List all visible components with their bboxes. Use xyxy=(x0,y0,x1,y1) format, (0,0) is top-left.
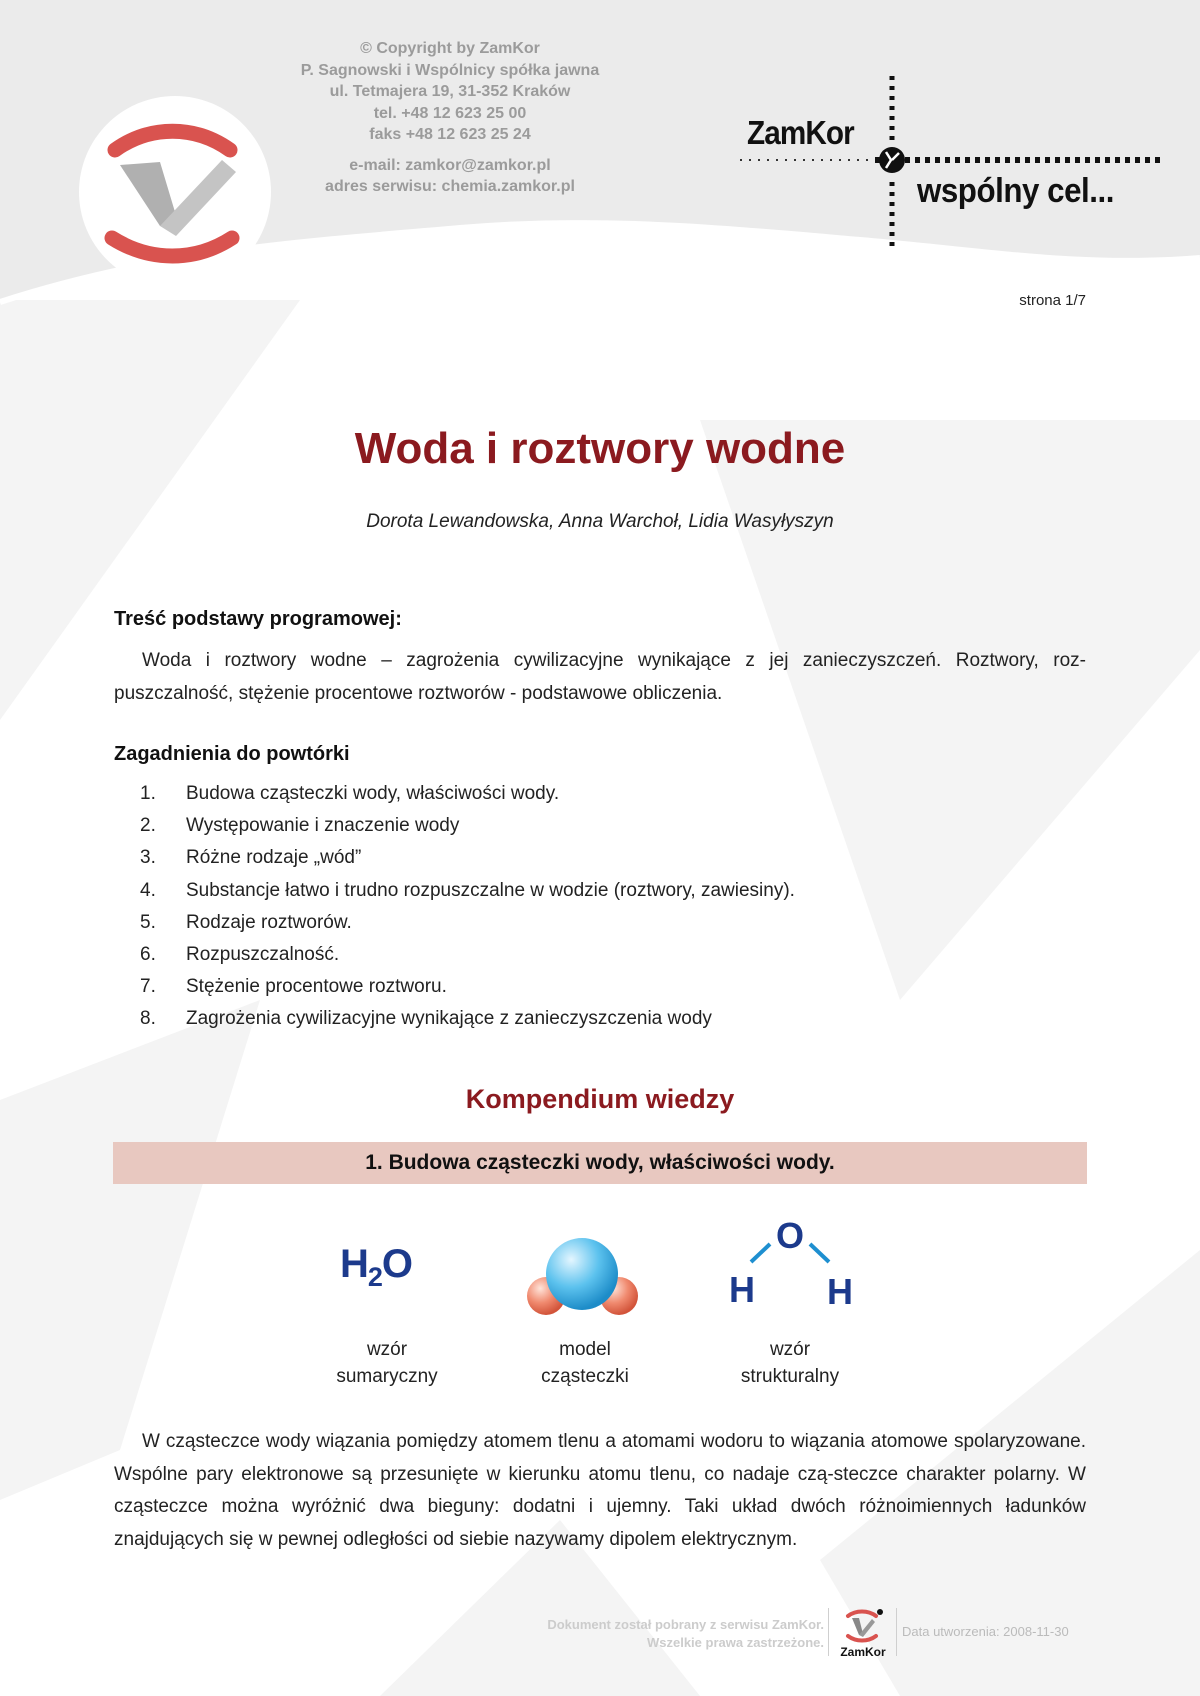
caption-model: model cząsteczki xyxy=(541,1339,629,1387)
email-link[interactable]: e-mail: zamkor@zamkor.pl xyxy=(349,156,551,174)
svg-text:O: O xyxy=(775,1218,805,1256)
svg-text:H: H xyxy=(729,1269,755,1310)
svg-text:H: H xyxy=(827,1271,853,1312)
footer-logo-icon xyxy=(832,1604,894,1660)
compendium-title: Kompendium wiedzy xyxy=(465,1084,735,1114)
footer xyxy=(500,1600,1100,1660)
molecule-model-icon xyxy=(525,1228,640,1328)
fax-line: faks +48 12 623 25 24 xyxy=(369,126,531,143)
brand-logo xyxy=(735,70,1175,250)
formula-h2o: $H_2O$ xyxy=(340,1242,413,1292)
caption-formula: wzór sumaryczny xyxy=(336,1339,438,1387)
phone-line: tel. +48 12 623 25 00 xyxy=(373,104,527,122)
caption-structural: wzór strukturalny xyxy=(740,1339,840,1387)
list-item: 6. Rozpuszczalność. xyxy=(140,944,340,966)
list-item: 3. Różne rodzaje „wód” xyxy=(140,847,362,869)
program-text: Woda i roztwory wodne – zagrożenia cywilizacyjne wynikające z jej zanieczyszczeń. Roztwory, roz-puszczalność, stężenie procentowe roztworów - podstawowe obliczenia. xyxy=(114,650,1086,704)
section-band-heading: 1. Budowa cząsteczki wody, właściwości wody. xyxy=(365,1151,835,1174)
section-band xyxy=(113,1142,1087,1184)
list-item: 8. Zagrożenia cywilizacyjne wynikające z zanieczyszczenia wody xyxy=(140,1008,712,1030)
structural-formula xyxy=(720,1218,860,1318)
address-line: ul. Tetmajera 19, 31-352 Kraków xyxy=(329,83,571,100)
page-number: strona 1/7 xyxy=(1019,292,1086,309)
creation-date: Data utworzenia: 2008-11-30 xyxy=(902,1624,1069,1639)
brand-tagline: wspólny cel... xyxy=(917,172,1114,210)
brand-name: ZamKor xyxy=(747,114,854,151)
company-line: P. Sagnowski i Wspólnicy spółka jawna xyxy=(300,61,600,79)
website-link[interactable]: adres serwisu: chemia.zamkor.pl xyxy=(325,178,575,195)
document-title: Woda i roztwory wodne xyxy=(354,424,846,473)
authors: Dorota Lewandowska, Anna Warchoł, Lidia Wasyłyszyn xyxy=(366,511,834,532)
svg-text:ZamKor: ZamKor xyxy=(840,1645,886,1659)
list-item: 1. Budowa cząsteczki wody, właściwości wody. xyxy=(140,783,560,804)
list-item: 4. Substancje łatwo i trudno rozpuszczalne w wodzie (roztwory, zawiesiny). xyxy=(140,879,795,901)
contact-block xyxy=(240,38,660,198)
list-item: 2. Występowanie i znaczenie wody xyxy=(140,815,460,837)
footer-notice: Dokument został pobrany z serwisu ZamKor. Wszelkie prawa zastrzeżone. xyxy=(547,1617,824,1650)
body-paragraph: W cząsteczce wody wiązania pomiędzy atomem tlenu a atomami wodoru to wiązania atomowe spolaryzowane. Wspólne pary elektronowe są przesunięte w kierunku atomu tlenu, co nadaje czą-steczce charakter polarny. W cząsteczce można wyróżnić dwa bieguny: dodatni i ujemny. Taki układ dwóch różnoimiennych ładunków znajdujących się w pewnej odległości od siebie nazywamy dipolem elektrycznym. xyxy=(114,1431,1086,1550)
review-heading: Zagadnienia do powtórki xyxy=(114,743,350,765)
list-item: 7. Stężenie procentowe roztworu. xyxy=(140,976,447,998)
copyright-line: © Copyright by ZamKor xyxy=(360,40,540,57)
list-item: 5. Rodzaje roztworów. xyxy=(140,911,352,933)
review-list xyxy=(140,778,1040,1036)
program-heading: Treść podstawy programowej: xyxy=(114,608,402,630)
